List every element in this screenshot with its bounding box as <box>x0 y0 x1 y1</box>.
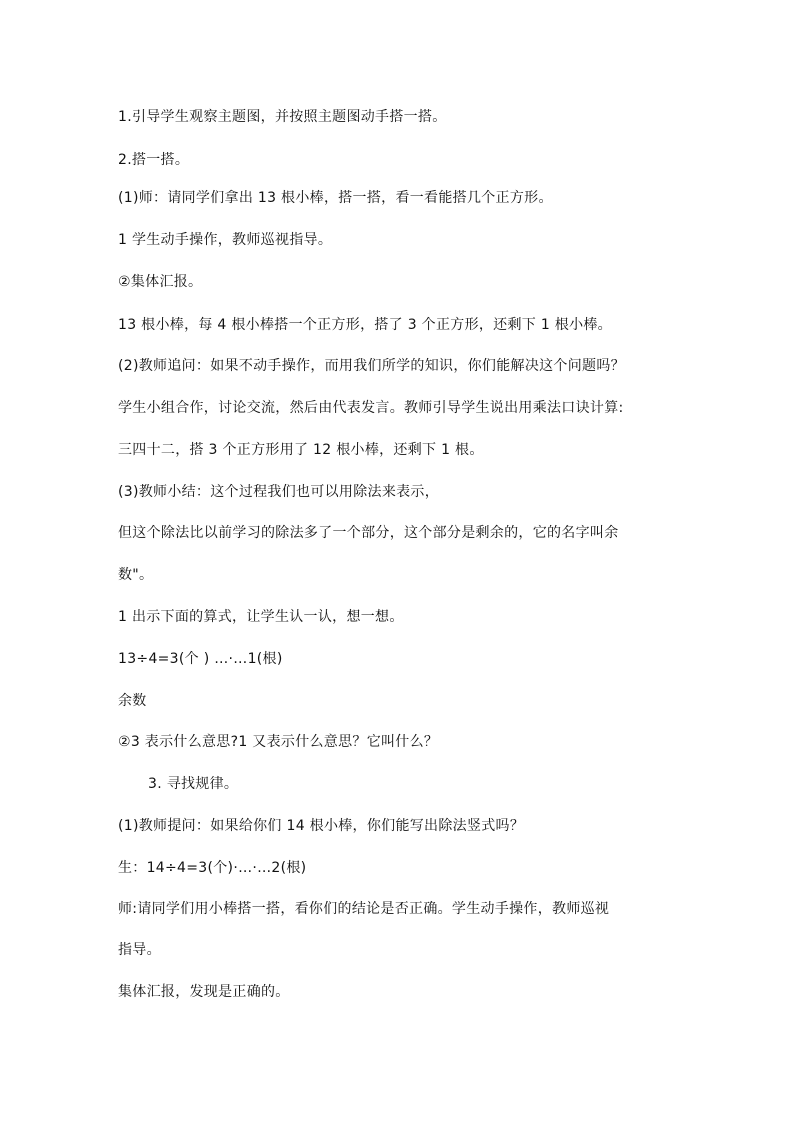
paragraph-line-21: 指导。 <box>118 942 161 958</box>
paragraph-line-6: 13 根小棒，每 4 根小棒搭一个正方形，搭了 3 个正方形，还剩下 1 根小棒。 <box>118 317 612 333</box>
paragraph-line-4: 1 学生动手操作，教师巡视指导。 <box>118 232 333 248</box>
paragraph-line-18: (1)教师提问：如果给你们 14 根小棒，你们能写出除法竖式吗？ <box>118 818 525 834</box>
paragraph-line-7: (2)教师追问：如果不动手操作，而用我们所学的知识，你们能解决这个问题吗？ <box>118 358 625 374</box>
paragraph-line-14: 13÷4=3(个 ) …·…1(根) <box>118 651 283 667</box>
paragraph-line-10: (3)教师小结：这个过程我们也可以用除法来表示， <box>118 484 440 500</box>
paragraph-line-16: ②3 表示什么意思?1 又表示什么意思？它叫什么？ <box>118 734 439 750</box>
paragraph-line-11: 但这个除法比以前学习的除法多了一个部分，这个部分是剩余的，它的名字叫余 <box>118 525 619 541</box>
paragraph-line-13: 1 出示下面的算式，让学生认一认，想一想。 <box>118 609 404 625</box>
paragraph-line-8: 学生小组合作，讨论交流，然后由代表发言。教师引导学生说出用乘法口诀计算: <box>118 400 624 416</box>
paragraph-line-15: 余数 <box>118 693 147 709</box>
paragraph-line-2: 2.搭一搭。 <box>118 152 190 168</box>
section-heading-3: 3. 寻找规律。 <box>148 776 239 792</box>
paragraph-line-5: ②集体汇报。 <box>118 274 203 290</box>
paragraph-line-12: 数"。 <box>118 567 154 583</box>
paragraph-line-19: 生：14÷4=3(个)·…·…2(根) <box>118 860 307 876</box>
paragraph-line-3: (1)师：请同学们拿出 13 根小棒，搭一搭，看一看能搭几个正方形。 <box>118 190 553 206</box>
paragraph-line-1: 1.引导学生观察主题图，并按照主题图动手搭一搭。 <box>118 109 447 125</box>
paragraph-line-9: 三四十二，搭 3 个正方形用了 12 根小棒，还剩下 1 根。 <box>118 442 484 458</box>
paragraph-line-20: 师:请同学们用小棒搭一搭，看你们的结论是否正确。学生动手操作，教师巡视 <box>118 901 610 917</box>
paragraph-line-22: 集体汇报，发现是正确的。 <box>118 984 290 1000</box>
